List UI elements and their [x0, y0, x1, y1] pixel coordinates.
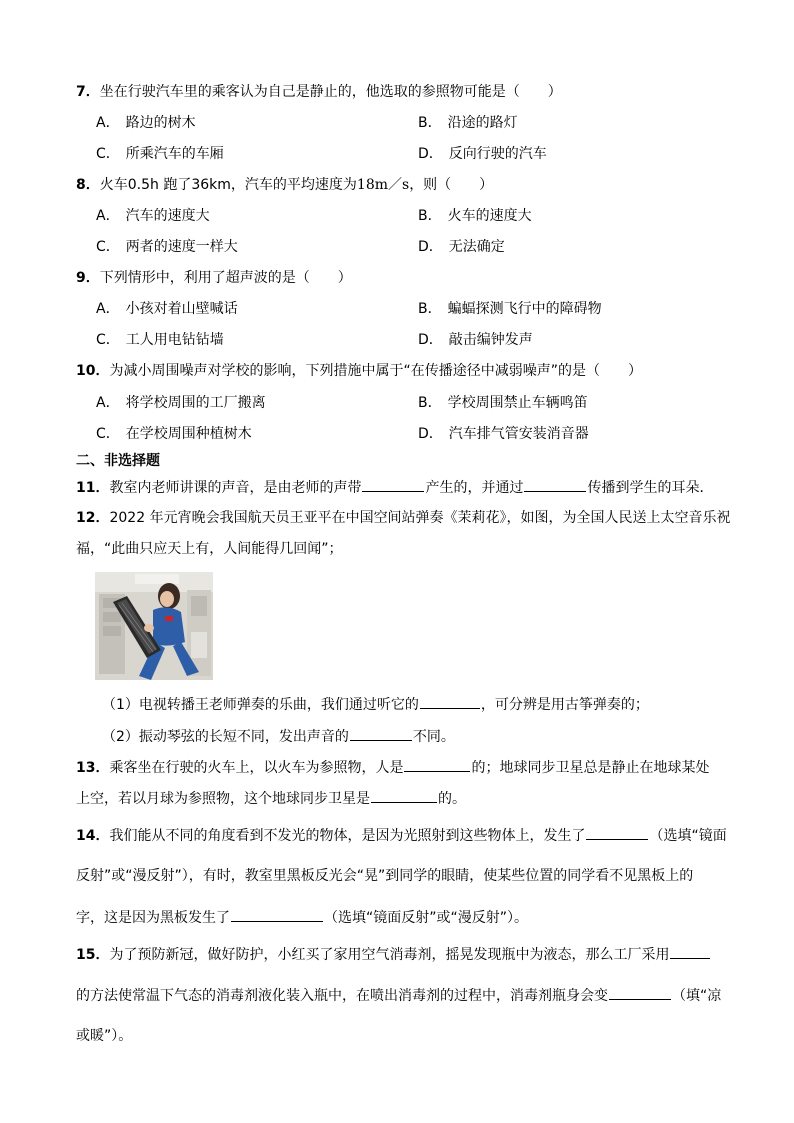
answer-blank[interactable] [524, 477, 586, 492]
question-12: 12．2022 年元宵晚会我国航天员王亚平在中国空间站弹奏《茉莉花》，如图，为全国人民送上太空音乐祝 [76, 510, 731, 526]
question-number: 9 [76, 270, 86, 286]
answer-blank[interactable] [404, 757, 470, 772]
question-12-line2: 福，“此曲只应天上有，人间能得几回闻”； [76, 541, 343, 557]
option-c[interactable]: C． 工人用电钻钻墙 [96, 332, 224, 348]
answer-blank[interactable] [371, 788, 437, 803]
option-a[interactable]: A． 汽车的速度大 [96, 208, 210, 224]
answer-blank[interactable] [609, 985, 671, 1000]
question-9: 9．下列情形中，利用了超声波的是（ ） [76, 270, 352, 286]
option-a[interactable]: A． 小孩对着山壁喊话 [96, 301, 238, 317]
question-number: 10 [76, 363, 96, 379]
question-number: 13 [76, 760, 96, 776]
question-number: 8 [76, 177, 86, 193]
question-8: 8．火车0.5h 跑了36km，汽车的平均速度为18m／s，则（ ） [76, 177, 494, 193]
question-7: 7．坐在行驶汽车里的乘客认为自己是静止的，他选取的参照物可能是（ ） [76, 84, 562, 100]
question-10: 10．为减小周围噪声对学校的影响，下列措施中属于“在传播途径中减弱噪声”的是（ ） [76, 363, 642, 379]
question-13: 13．乘客坐在行驶的火车上，以火车为参照物，人是 的；地球同步卫星总是静止在地球某处 [76, 757, 709, 778]
question-number: 14 [76, 828, 96, 844]
answer-blank[interactable] [586, 825, 648, 840]
option-c[interactable]: C． 所乘汽车的车厢 [96, 146, 224, 162]
question-15: 15．为了预防新冠，做好防护，小红买了家用空气消毒剂，摇晃发现瓶中为液态，那么工厂采用 [76, 944, 711, 965]
option-b[interactable]: B． 蝙蝠探测飞行中的障碍物 [418, 301, 602, 317]
question-number: 7 [76, 84, 86, 100]
question-12-sub2: （2）振动琴弦的长短不同，发出声音的 不同。 [102, 726, 455, 747]
option-d[interactable]: D． 敲击编钟发声 [418, 332, 533, 348]
question-14: 14．我们能从不同的角度看到不发光的物体，是因为光照射到这些物体上，发生了 （选填“镜面 [76, 825, 727, 846]
answer-blank[interactable] [670, 944, 710, 959]
answer-blank[interactable] [362, 477, 424, 492]
question-14-line3: 字，这是因为黑板发生了 （选填“镜面反射”或“漫反射”）。 [76, 907, 528, 928]
question-number: 15 [76, 947, 96, 963]
astronaut-guzheng-photo [95, 572, 213, 680]
question-15-line3: 或暖”）。 [76, 1028, 133, 1044]
question-14-line2: 反射”或“漫反射”），有时，教室里黑板反光会“晃”到同学的眼睛，使某些位置的同学看不见黑板上的 [76, 868, 694, 884]
option-d[interactable]: D． 反向行驶的汽车 [418, 146, 547, 162]
option-c[interactable]: C． 在学校周围种植树木 [96, 426, 252, 442]
question-number: 11 [76, 480, 96, 496]
question-stem: 坐在行驶汽车里的乘客认为自己是静止的，他选取的参照物可能是（ ） [99, 84, 562, 100]
section-heading: 二、非选择题 [76, 453, 160, 469]
question-12-sub1: （1）电视转播王老师弹奏的乐曲，我们通过听它的 ，可分辨是用古筝弹奏的； [102, 694, 649, 715]
option-a[interactable]: A． 将学校周围的工厂搬离 [96, 395, 266, 411]
option-d[interactable]: D． 汽车排气管安装消音器 [418, 426, 589, 442]
option-b[interactable]: B． 火车的速度大 [418, 208, 532, 224]
question-11: 11．教室内老师讲课的声音，是由老师的声带 产生的，并通过 传播到学生的耳朵． [76, 477, 713, 498]
option-c[interactable]: C． 两者的速度一样大 [96, 239, 238, 255]
question-stem: 为减小周围噪声对学校的影响，下列措施中属于“在传播途径中减弱噪声”的是（ ） [109, 363, 642, 379]
question-stem: 火车0.5h 跑了36km，汽车的平均速度为 [99, 177, 357, 193]
question-stem: 下列情形中，利用了超声波的是（ ） [99, 270, 352, 286]
question-number: 12 [76, 510, 96, 526]
answer-blank[interactable] [231, 907, 323, 922]
question-13-line2: 上空，若以月球为参照物，这个地球同步卫星是 的。 [76, 788, 466, 809]
option-b[interactable]: B． 沿途的路灯 [418, 115, 518, 131]
option-d[interactable]: D． 无法确定 [418, 239, 505, 255]
answer-blank[interactable] [420, 694, 480, 709]
option-a[interactable]: A． 路边的树木 [96, 115, 196, 131]
question-15-line2: 的方法使常温下气态的消毒剂液化装入瓶中，在喷出消毒剂的过程中，消毒剂瓶身会变 （填“凉 [76, 985, 721, 1006]
speed-formula: 18m／s [356, 177, 410, 193]
answer-blank[interactable] [350, 726, 412, 741]
option-b[interactable]: B． 学校周围禁止车辆鸣笛 [418, 395, 588, 411]
